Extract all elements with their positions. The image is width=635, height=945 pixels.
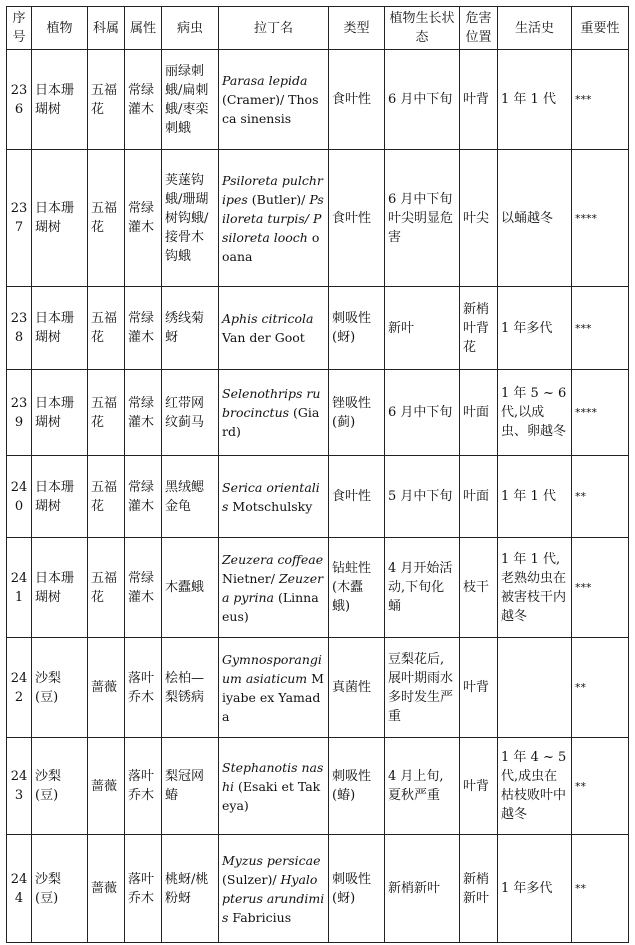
habit-cell: 落叶乔木 bbox=[125, 835, 162, 943]
growth-stage-cell: 5 月中下旬 bbox=[385, 456, 460, 538]
life-history-cell: 1 年多代 bbox=[498, 835, 572, 943]
pest-cell: 桧柏—梨锈病 bbox=[162, 638, 219, 738]
type-cell: 刺吸性(蚜) bbox=[329, 835, 385, 943]
growth-stage-cell: 豆梨花后,展叶期雨水多时发生严重 bbox=[385, 638, 460, 738]
habit-cell: 落叶乔木 bbox=[125, 738, 162, 835]
latin-name-part: Motschulsky bbox=[228, 498, 313, 514]
header-cell: 危害位置 bbox=[460, 7, 498, 50]
family-cell: 五福花 bbox=[88, 456, 125, 538]
pest-cell: 桃蚜/桃粉蚜 bbox=[162, 835, 219, 943]
growth-stage-cell: 新叶 bbox=[385, 287, 460, 370]
pest-cell: 黑绒鳃金龟 bbox=[162, 456, 219, 538]
importance-cell: **** bbox=[572, 370, 629, 456]
latin-name-part: Hyalopterus arundimis bbox=[222, 871, 325, 925]
habit-cell: 常绿灌木 bbox=[125, 287, 162, 370]
latin-name-part: Miyabe ex Yamada bbox=[222, 670, 324, 724]
header-cell: 拉丁名 bbox=[219, 7, 329, 50]
table-row bbox=[7, 287, 629, 370]
type-cell: 锉吸性(蓟) bbox=[329, 370, 385, 456]
serial-cell: 242 bbox=[7, 638, 32, 738]
latin-name-cell bbox=[219, 538, 329, 638]
latin-name-cell bbox=[219, 835, 329, 943]
importance-cell: *** bbox=[572, 50, 629, 150]
serial-cell: 240 bbox=[7, 456, 32, 538]
pest-cell: 绣线菊蚜 bbox=[162, 287, 219, 370]
habit-cell: 常绿灌木 bbox=[125, 150, 162, 287]
plant-cell: 日本珊瑚树 bbox=[32, 538, 88, 638]
table-row bbox=[7, 456, 629, 538]
pest-cell: 荚蒾钩蛾/珊瑚树钩蛾/接骨木钩蛾 bbox=[162, 150, 219, 287]
latin-name-cell bbox=[219, 50, 329, 150]
habit-cell: 常绿灌木 bbox=[125, 370, 162, 456]
type-cell: 食叶性 bbox=[329, 456, 385, 538]
latin-name-part: Zeuzera pyrina bbox=[222, 570, 324, 605]
plant-cell: 日本珊瑚树 bbox=[32, 370, 88, 456]
serial-cell: 238 bbox=[7, 287, 32, 370]
life-history-cell: 1 年多代 bbox=[498, 287, 572, 370]
header-cell: 植物 bbox=[32, 7, 88, 50]
pest-cell: 梨冠网蝽 bbox=[162, 738, 219, 835]
latin-name-part: ooana bbox=[222, 229, 320, 264]
life-history-cell: 以蛹越冬 bbox=[498, 150, 572, 287]
latin-name-part: Gymnosporangium asiaticum bbox=[222, 651, 322, 686]
damage-site-cell: 叶面 bbox=[460, 456, 498, 538]
latin-name-cell bbox=[219, 287, 329, 370]
importance-cell: *** bbox=[572, 538, 629, 638]
family-cell: 五福花 bbox=[88, 150, 125, 287]
damage-site-cell: 新梢叶背花 bbox=[460, 287, 498, 370]
latin-name-cell bbox=[219, 150, 329, 287]
latin-name-part: Fabricius bbox=[228, 909, 292, 925]
life-history-cell: 1 年 1 代,老熟幼虫在被害枝干内越冬 bbox=[498, 538, 572, 638]
family-cell: 五福花 bbox=[88, 538, 125, 638]
damage-site-cell: 叶面 bbox=[460, 370, 498, 456]
family-cell: 五福花 bbox=[88, 370, 125, 456]
latin-name-part: Selenothrips rubrocinctus bbox=[222, 386, 321, 420]
life-history-cell: 1 年 1 代 bbox=[498, 456, 572, 538]
table-row bbox=[7, 835, 629, 943]
growth-stage-cell: 6 月中下旬 bbox=[385, 370, 460, 456]
plant-cell: 沙梨(豆) bbox=[32, 638, 88, 738]
family-cell: 五福花 bbox=[88, 287, 125, 370]
latin-name-part: Psiloreta turpis/ Psiloreta looch bbox=[222, 191, 324, 245]
header-row bbox=[7, 7, 629, 50]
latin-name-part: (Giard) bbox=[222, 405, 320, 439]
life-history-cell: 1 年 1 代 bbox=[498, 50, 572, 150]
importance-cell: ** bbox=[572, 835, 629, 943]
pest-table bbox=[6, 6, 629, 943]
importance-cell: ** bbox=[572, 456, 629, 538]
latin-name-part: Nietner/ bbox=[222, 570, 279, 586]
serial-cell: 243 bbox=[7, 738, 32, 835]
habit-cell: 落叶乔木 bbox=[125, 638, 162, 738]
latin-name-part: Aphis citricola bbox=[222, 311, 314, 326]
latin-name-part: Stephanotis nashi bbox=[222, 759, 324, 794]
pest-cell: 木蠹蛾 bbox=[162, 538, 219, 638]
growth-stage-cell: 4 月开始活动,下旬化蛹 bbox=[385, 538, 460, 638]
type-cell: 刺吸性(蝽) bbox=[329, 738, 385, 835]
type-cell: 食叶性 bbox=[329, 50, 385, 150]
latin-name-cell bbox=[219, 638, 329, 738]
importance-cell: ** bbox=[572, 638, 629, 738]
damage-site-cell: 叶背 bbox=[460, 638, 498, 738]
type-cell: 钻蛀性(木蠹蛾) bbox=[329, 538, 385, 638]
serial-cell: 236 bbox=[7, 50, 32, 150]
family-cell: 蔷薇 bbox=[88, 738, 125, 835]
latin-name-part: (Cramer)/ Thosca sinensis bbox=[222, 92, 319, 126]
header-cell: 生活史 bbox=[498, 7, 572, 50]
latin-name-part: Myzus persicae bbox=[222, 852, 321, 868]
latin-name-part: (Linnaeus) bbox=[222, 589, 319, 624]
header-cell: 植物生长状态 bbox=[385, 7, 460, 50]
header-cell: 序号 bbox=[7, 7, 32, 50]
growth-stage-cell: 4 月上旬,夏秋严重 bbox=[385, 738, 460, 835]
plant-cell: 日本珊瑚树 bbox=[32, 150, 88, 287]
header-cell: 科属 bbox=[88, 7, 125, 50]
latin-name-part: (Sulzer)/ bbox=[222, 871, 281, 887]
habit-cell: 常绿灌木 bbox=[125, 538, 162, 638]
type-cell: 食叶性 bbox=[329, 150, 385, 287]
table-row bbox=[7, 150, 629, 287]
damage-site-cell: 叶尖 bbox=[460, 150, 498, 287]
importance-cell: **** bbox=[572, 150, 629, 287]
pest-cell: 丽绿刺蛾/扁刺蛾/枣栾刺蛾 bbox=[162, 50, 219, 150]
damage-site-cell: 枝干 bbox=[460, 538, 498, 638]
family-cell: 蔷薇 bbox=[88, 835, 125, 943]
serial-cell: 244 bbox=[7, 835, 32, 943]
serial-cell: 239 bbox=[7, 370, 32, 456]
latin-name-part: (Esaki et Takeya) bbox=[222, 778, 321, 813]
plant-cell: 沙梨(豆) bbox=[32, 835, 88, 943]
importance-cell: *** bbox=[572, 287, 629, 370]
habit-cell: 常绿灌木 bbox=[125, 456, 162, 538]
life-history-cell bbox=[498, 638, 572, 738]
latin-name-part: Van der Goot bbox=[222, 330, 305, 345]
header-cell: 属性 bbox=[125, 7, 162, 50]
latin-name-part: Parasa lepida bbox=[222, 73, 308, 88]
plant-cell: 日本珊瑚树 bbox=[32, 287, 88, 370]
plant-cell: 沙梨(豆) bbox=[32, 738, 88, 835]
header-cell: 病虫 bbox=[162, 7, 219, 50]
type-cell: 刺吸性(蚜) bbox=[329, 287, 385, 370]
growth-stage-cell: 6 月中下旬叶尖明显危害 bbox=[385, 150, 460, 287]
pest-cell: 红带网纹蓟马 bbox=[162, 370, 219, 456]
serial-cell: 237 bbox=[7, 150, 32, 287]
plant-cell: 日本珊瑚树 bbox=[32, 456, 88, 538]
damage-site-cell: 新梢新叶 bbox=[460, 835, 498, 943]
damage-site-cell: 叶背 bbox=[460, 738, 498, 835]
life-history-cell: 1 年 5 ~ 6 代,以成虫、卵越冬 bbox=[498, 370, 572, 456]
family-cell: 五福花 bbox=[88, 50, 125, 150]
habit-cell: 常绿灌木 bbox=[125, 50, 162, 150]
table-row bbox=[7, 538, 629, 638]
latin-name-part: (Butler)/ bbox=[247, 191, 310, 207]
plant-cell: 日本珊瑚树 bbox=[32, 50, 88, 150]
header-cell: 重要性 bbox=[572, 7, 629, 50]
type-cell: 真菌性 bbox=[329, 638, 385, 738]
growth-stage-cell: 新梢新叶 bbox=[385, 835, 460, 943]
latin-name-part: Zeuzera coffeae bbox=[222, 551, 324, 567]
table-body bbox=[7, 50, 629, 943]
latin-name-cell bbox=[219, 370, 329, 456]
table-row bbox=[7, 370, 629, 456]
header-cell: 类型 bbox=[329, 7, 385, 50]
family-cell: 蔷薇 bbox=[88, 638, 125, 738]
growth-stage-cell: 6 月中下旬 bbox=[385, 50, 460, 150]
latin-name-part: Serica orientalis bbox=[222, 479, 320, 514]
latin-name-cell bbox=[219, 738, 329, 835]
latin-name-cell bbox=[219, 456, 329, 538]
damage-site-cell: 叶背 bbox=[460, 50, 498, 150]
life-history-cell: 1 年 4 ~ 5 代,成虫在枯枝败叶中越冬 bbox=[498, 738, 572, 835]
importance-cell: ** bbox=[572, 738, 629, 835]
latin-name-part: Psiloreta pulchripes bbox=[222, 172, 323, 207]
table-row bbox=[7, 50, 629, 150]
table-row bbox=[7, 638, 629, 738]
serial-cell: 241 bbox=[7, 538, 32, 638]
table-row bbox=[7, 738, 629, 835]
